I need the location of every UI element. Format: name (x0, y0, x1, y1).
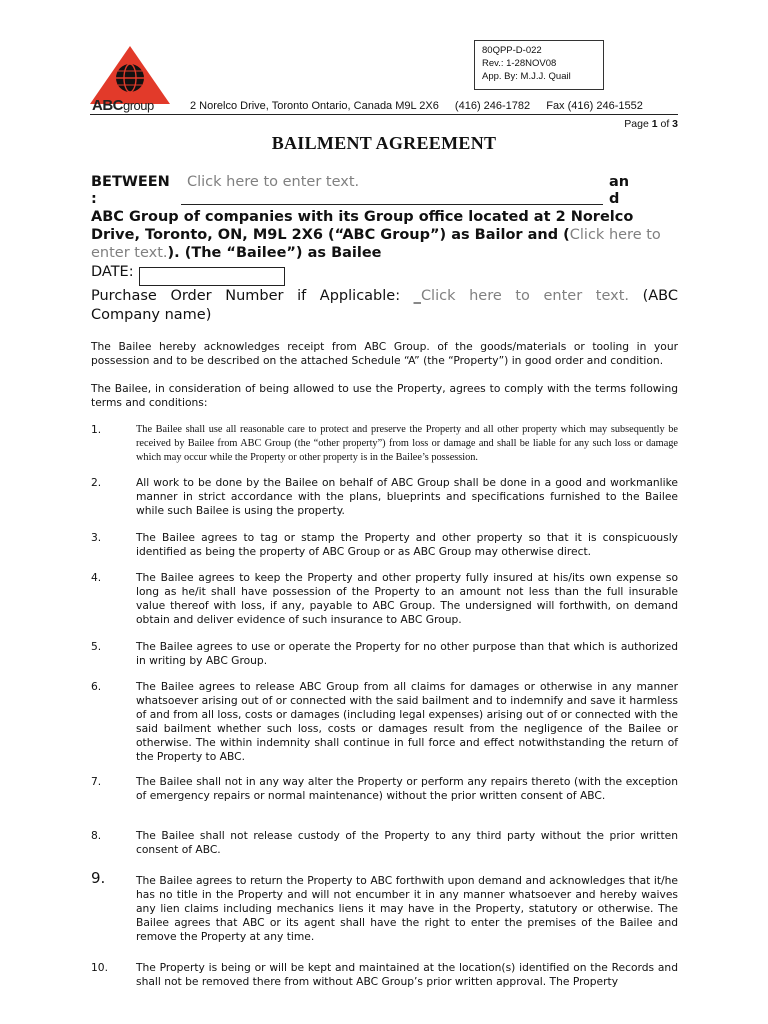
bailee-name-field[interactable]: Click here to enter text. (91, 227, 661, 261)
term-text: The Bailee agrees to release ABC Group from all claims for damages or otherwise in any manner whatsoever arising out of or connected with the said bailment and to indemnify and save it harmless of and from all loss, costs or damages (including legal expenses) arising out of or connected with the said bailment whether such loss, costs or damages result from the negligence of the Bailee or otherwise. The within indemnity shall continue in full force and effect notwithstanding the return of the Property to ABC. (136, 680, 678, 763)
revision: Rev.: 1-28NOV08 (482, 58, 557, 69)
approved-by: App. By: M.J.J. Quail (482, 71, 571, 82)
term-text: The Property is being or will be kept and maintained at the location(s) identified on the Records and shall not be removed there from without ABC Group’s prior written approval. The Property (136, 961, 678, 988)
term-text: The Bailee agrees to return the Property to ABC forthwith upon demand and acknowledges that it/he has no title in the Property and will not encumber it in any manner whatsoever and hereby waives any lien claims including mechanics liens it may have in the Property, statutory or otherwise. The Bailee agrees that ABC or its agent shall have the right to enter the premises of the Bailee and remove the Property at any time. (136, 874, 678, 943)
date-field[interactable] (139, 267, 285, 286)
and-label-part1: an (609, 174, 630, 190)
term-text: The Bailee agrees to use or operate the Property for no other purpose than that which is authorized in writing by ABC Group. (136, 640, 678, 667)
and-label-part2: d (609, 191, 620, 207)
term-text: The Bailee agrees to keep the Property and other property fully insured at his/its own expense so long as he/it shall have possession of the Property to an amount not less than the full insurable value thereof with loss, if any, payable to ABC Group. The undersigned will forthwith, on demand obtain and deliver evidence of such insurance to ABC Group. (136, 571, 678, 626)
doc-code: 80QPP-D-022 (482, 45, 542, 56)
phone: (416) 246-1782 (454, 100, 531, 112)
fax: Fax (416) 246-1552 (546, 100, 643, 112)
term-number: 3. (91, 531, 102, 544)
address: 2 Norelco Drive, Toronto Ontario, Canada M9L 2X6 (190, 100, 439, 112)
term-text: The Bailee agrees to tag or stamp the Property and other property so that it is conspicuously identified as being the property of ABC Group or as ABC Group may otherwise direct. (136, 531, 678, 558)
between-colon: : (91, 191, 97, 207)
term-text: All work to be done by the Bailee on behalf of ABC Group shall be done in a good and workmanlike manner in strict accordance with the plans, blueprints and specifications furnished to the Bailee while such Bailee is using the property. (136, 476, 678, 517)
term-number: 8. (91, 829, 102, 842)
bailor-statement: ABC Group of companies with its Group office located at 2 Norelco Drive, Toronto, ON, M9L 2X6 (“ABC Group”) as Bailor and (Click here to enter text.). (The “Bailee”) as Bailee (91, 209, 661, 261)
between-label: BETWEEN (91, 174, 170, 190)
header-divider (90, 114, 678, 115)
term-number: 9. (91, 869, 106, 887)
term-number: 4. (91, 571, 102, 584)
purchase-order-line-2: Company name) (91, 307, 212, 323)
term-number: 5. (91, 640, 102, 653)
date-label: DATE: (91, 264, 134, 280)
between-underline (181, 204, 603, 205)
page-title: BAILMENT AGREEMENT (271, 133, 497, 153)
logo-wordmark: ABCgroup (92, 97, 154, 114)
term-text: The Bailee shall not release custody of the Property to any third party without the prior written consent of ABC. (136, 829, 678, 856)
purchase-order-field[interactable]: Click here to enter text. (420, 288, 629, 304)
term-number: 7. (91, 775, 102, 788)
intro-paragraph: The Bailee hereby acknowledges receipt from ABC Group. of the goods/materials or tooling in your possession and to be described on the attached Schedule “A” (the “Property”) in good order and condition. (91, 340, 678, 367)
purchase-order-line: Purchase Order Number if Applicable: _Click here to enter text. (ABC (91, 288, 678, 304)
term-text: The Bailee shall not in any way alter the Property or perform any repairs thereto (with the exception of emergency repairs or normal maintenance) without the prior written consent of ABC. (136, 775, 678, 802)
term-text: The Bailee shall use all reasonable care to protect and preserve the Property and all other property which may subsequently be received by Bailee from ABC Group (the “other property”) from loss or damage and shall be liable for any such loss or damage which may occur while the Property or other property is in the Bailee’s possession. (136, 424, 678, 463)
term-number: 1. (91, 423, 102, 436)
document-control-box (474, 40, 604, 90)
page-number: Page 1 of 3 (624, 118, 678, 130)
term-number: 6. (91, 680, 102, 693)
term-number: 10. (91, 961, 108, 974)
term-number: 2. (91, 476, 102, 489)
between-party-field[interactable]: Click here to enter text. (187, 174, 360, 190)
intro-paragraph: The Bailee, in consideration of being allowed to use the Property, agrees to comply with the terms following terms and conditions: (91, 382, 678, 409)
company-address-line (190, 100, 656, 112)
